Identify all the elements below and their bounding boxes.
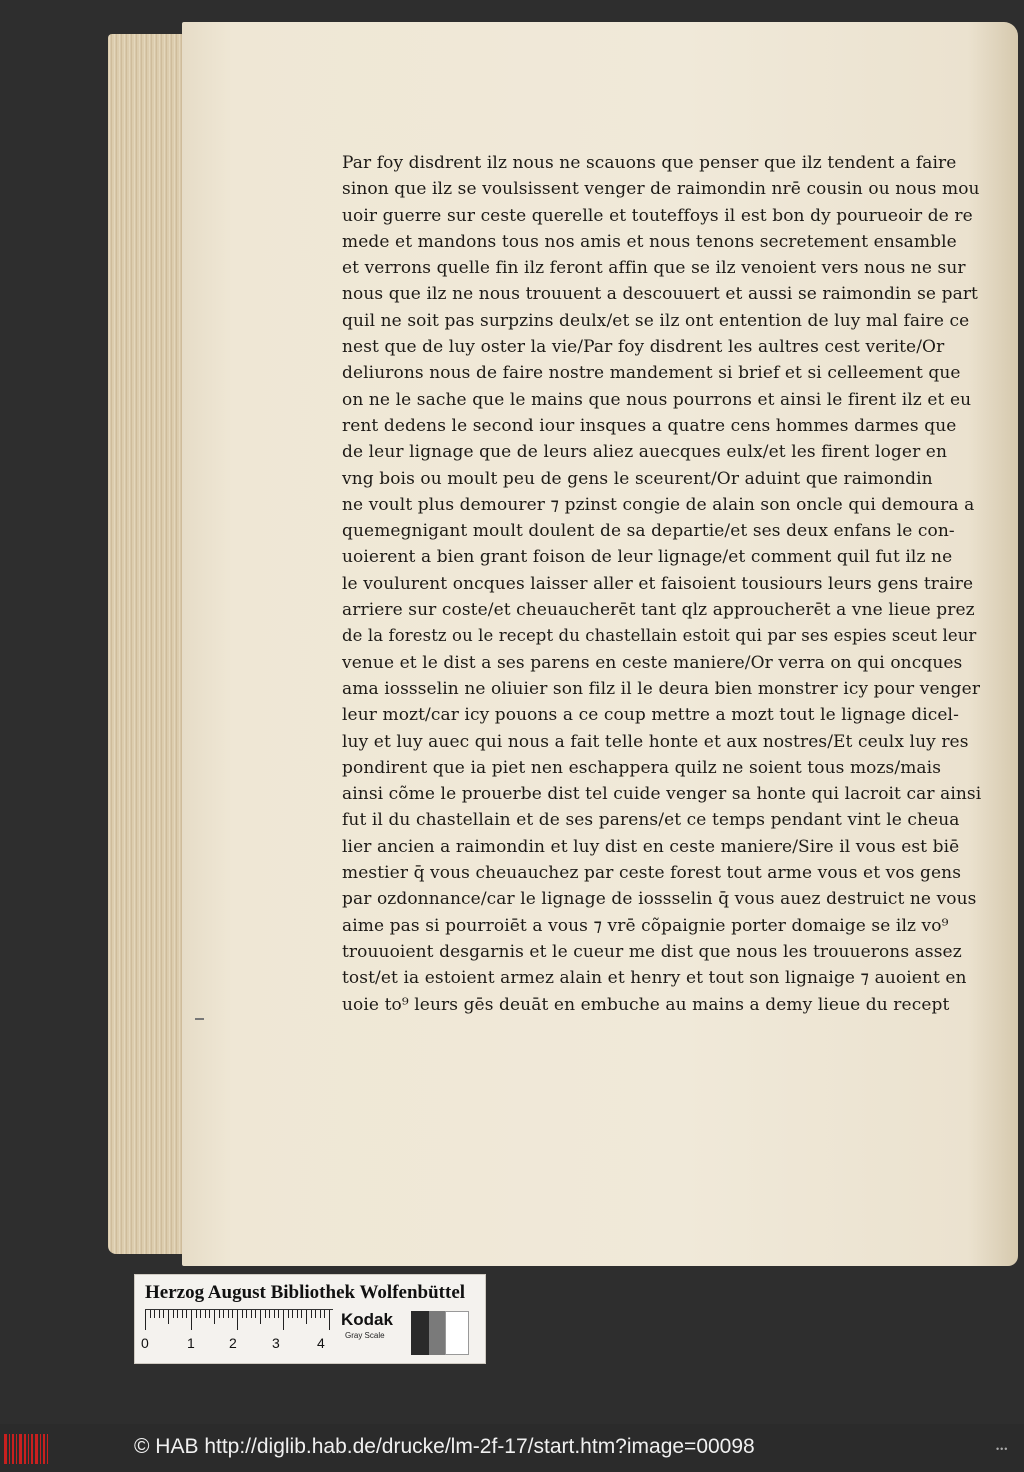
kodak-brand: Kodak [341, 1310, 393, 1329]
ruler-tick [205, 1310, 206, 1318]
text-line: de la forestz ou le recept du chastellain estoit qui par ses espies sceut leur [342, 626, 977, 646]
ruler-tick [223, 1310, 224, 1318]
logo-bar [47, 1434, 48, 1464]
page-text-block [342, 150, 992, 1018]
ruler-tick [150, 1310, 151, 1318]
gray-patch-mid [429, 1311, 445, 1355]
text-line: lier ancien a raimondin et luy dist en ceste maniere/Sire il vous est biē [342, 836, 960, 857]
ruler-tick [292, 1310, 293, 1318]
ruler-tick [311, 1310, 312, 1318]
text-line: leur mozt/car icy pouons a ce coup mettre a mozt tout le lignage dicel- [342, 705, 959, 726]
ruler-number: 2 [229, 1335, 237, 1351]
ruler-tick [177, 1310, 178, 1318]
text-line: quil ne soit pas surpzins deulx/et se ilz ont entention de luy mal faire ce [342, 310, 970, 331]
ruler-tick [200, 1310, 201, 1318]
page-dots: ••• [996, 1444, 1009, 1454]
ruler-tick [159, 1310, 160, 1318]
footer-bar [0, 1424, 1024, 1472]
logo-bar [31, 1434, 33, 1464]
ruler-tick [265, 1310, 266, 1318]
text-line: tost/et ia estoient armez alain et henry et tout son lignaige ⁊ auoient en [342, 968, 967, 989]
logo-bar [4, 1434, 7, 1464]
ruler-tick [237, 1310, 238, 1330]
ruler-tick [329, 1310, 330, 1330]
logo-bar [12, 1434, 14, 1464]
ruler-tick [219, 1310, 220, 1318]
text-line: pondirent que ia piet nen eschappera quilz ne soient tous mozs/mais [342, 757, 942, 778]
ruler-tick [274, 1310, 275, 1318]
text-line: sinon que ilz se voulsissent venger de raimondin nrē cousin ou nous mou [342, 179, 980, 200]
book-page-edges [108, 34, 188, 1254]
ruler-tick [163, 1310, 164, 1318]
text-line: deliurons nous de faire nostre mandement si brief et si celleement que [342, 363, 961, 384]
text-line: Par foy disdrent ilz nous ne scauons que penser que ilz tendent a faire [342, 153, 957, 173]
ruler-number: 4 [317, 1335, 325, 1351]
ruler-tick [269, 1310, 270, 1318]
ruler-tick [214, 1310, 215, 1324]
kodak-subtitle: Gray Scale [345, 1331, 385, 1340]
gray-patch-black [411, 1311, 429, 1355]
text-line: par ozdonnance/car le lignage de iossselin q̄ vous auez destruict ne vous [342, 889, 977, 910]
ruler-tick [315, 1310, 316, 1318]
ruler-number: 0 [141, 1335, 149, 1351]
ruler-tick [232, 1310, 233, 1318]
logo-bar [40, 1434, 41, 1464]
text-line: vng bois ou moult peu de gens le sceurent/Or aduint que raimondin [342, 468, 933, 489]
text-line: de leur lignage que de leurs aliez auecques eulx/et les firent loger en [342, 442, 948, 463]
logo-bar [43, 1434, 45, 1464]
text-line: on ne le sache que le mains que nous pourrons et ainsi le firent ilz et eu [342, 389, 972, 410]
logo-bar [9, 1434, 10, 1464]
copyright-url: © HAB http://diglib.hab.de/drucke/lm-2f-17/start.htm?image=00098 [134, 1435, 755, 1458]
ruler [145, 1309, 333, 1332]
logo-bar [35, 1434, 38, 1464]
ruler-number: 1 [187, 1335, 195, 1351]
ruler-tick [283, 1310, 284, 1330]
ruler-tick [168, 1310, 169, 1324]
ruler-tick [251, 1310, 252, 1318]
text-line: nest que de luy oster la vie/Par foy disdrent les aultres cest verite/Or [342, 337, 945, 358]
ruler-tick [260, 1310, 261, 1324]
ruler-tick [145, 1310, 146, 1330]
ruler-tick [301, 1310, 302, 1318]
ruler-tick [288, 1310, 289, 1318]
text-line: ainsi cõme le prouerbe dist tel cuide venger sa honte qui lacroit car ainsi [342, 784, 982, 805]
ruler-tick [209, 1310, 210, 1318]
ruler-tick [228, 1310, 229, 1318]
text-line: trouuoient desgarnis et le cueur me dist que nous les trouuerons assez [342, 941, 962, 962]
ruler-tick [255, 1310, 256, 1318]
color-target-card [134, 1274, 486, 1364]
ruler-tick [306, 1310, 307, 1324]
text-line: venue et le dist a ses parens en ceste maniere/Or verra on qui oncques [342, 652, 963, 673]
logo-bar [28, 1434, 29, 1464]
text-line: arriere sur coste/et cheuaucherēt tant qlz approucherēt a vne lieue prez [342, 600, 975, 621]
text-line: et verrons quelle fin ilz feront affin que se ilz venoient vers nous ne sur [342, 258, 966, 279]
ruler-tick [173, 1310, 174, 1318]
ruler-tick [278, 1310, 279, 1318]
logo-bar [19, 1434, 22, 1464]
gray-patch-white [445, 1311, 469, 1355]
ruler-tick [154, 1310, 155, 1318]
ruler-tick [196, 1310, 197, 1318]
text-line: fut il du chastellain et de ses parens/et ce temps pendant vint le cheua [342, 810, 960, 831]
text-line: quemegnigant moult doulent de sa departie/et ses deux enfans le con- [342, 521, 955, 542]
text-line: rent dedens le second iour insques a quatre cens hommes darmes que [342, 415, 957, 436]
text-line: ama iossselin ne oliuier son filz il le deura bien monstrer icy pour venger [342, 678, 981, 699]
hab-barcode-logo-icon [4, 1434, 48, 1464]
library-label: Herzog August Bibliothek Wolfenbüttel [145, 1282, 466, 1303]
ruler-tick [297, 1310, 298, 1318]
margin-mark [195, 1018, 204, 1020]
ruler-tick [182, 1310, 183, 1318]
text-line: mestier q̄ vous cheuauchez par ceste forest tout arme vous et vos gens [342, 863, 962, 884]
text-line: aime pas si pourroiēt a vous ⁊ vrē cõpaignie porter domaige se ilz vo⁹ [342, 915, 949, 936]
text-line: ne voult plus demourer ⁊ pzinst congie de alain son oncle qui demoura a [342, 494, 975, 515]
logo-bar [24, 1434, 26, 1464]
ruler-tick [246, 1310, 247, 1318]
ruler-tick [186, 1310, 187, 1318]
text-line: le voulurent oncques laisser aller et faisoient tousiours leurs gens traire [342, 573, 974, 594]
ruler-tick [191, 1310, 192, 1330]
ruler-tick [242, 1310, 243, 1318]
text-line: luy et luy auec qui nous a fait telle honte et aux nostres/Et ceulx luy res [342, 731, 969, 752]
ruler-tick [320, 1310, 321, 1318]
ruler-tick [324, 1310, 325, 1318]
logo-bar [16, 1434, 17, 1464]
text-line: uoierent a bien grant foison de leur lignage/et comment quil fut ilz ne [342, 547, 953, 568]
text-line: uoie to⁹ leurs gēs deuāt en embuche au mains a demy lieue du recept [342, 994, 950, 1015]
text-line: uoir guerre sur ceste querelle et touteffoys il est bon dy pourueoir de re [342, 205, 973, 226]
ruler-number: 3 [272, 1335, 280, 1351]
text-line: mede et mandons tous nos amis et nous tenons secretement ensamble [342, 231, 957, 252]
text-line: nous que ilz ne nous trouuent a descouuert et aussi se raimondin se part [342, 284, 978, 305]
